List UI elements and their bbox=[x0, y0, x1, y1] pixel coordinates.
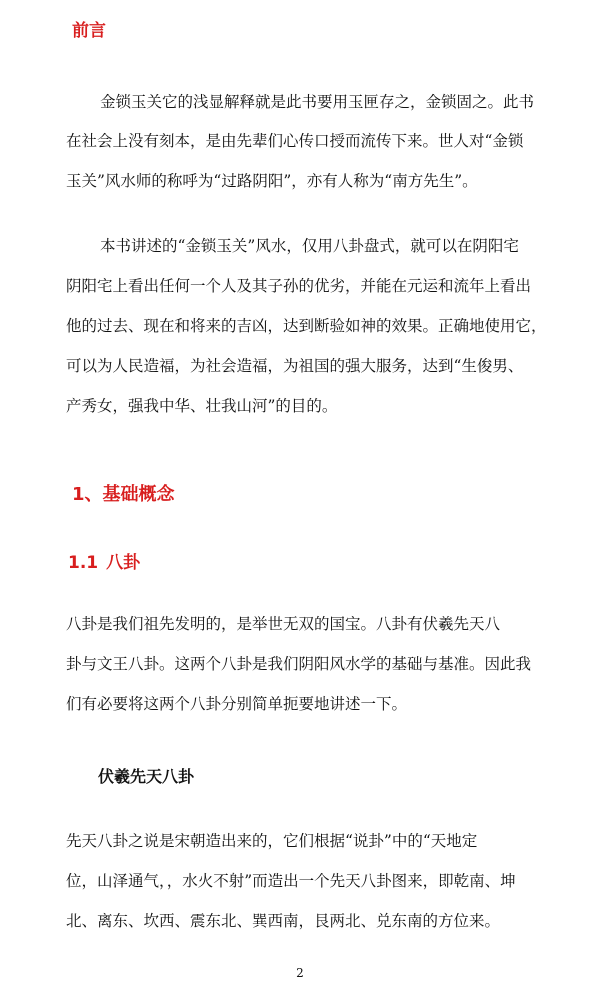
bagua-line-1: 八卦是我们祖先发明的，是举世无双的国宝。八卦有伏羲先天八 bbox=[66, 615, 501, 633]
subsection-1-1-heading bbox=[68, 548, 140, 573]
fuxi-line-2: 位，山泽通气，，水火不射”而造出一个先天八卦图来，即乾南、坤 bbox=[66, 872, 516, 890]
preface-p1-line-1: 金锁玉关它的浅显解释就是此书要用玉匣存之，金锁固之。此书 bbox=[100, 93, 535, 111]
bagua-line-3: 们有必要将这两个八卦分别简单扼要地讲述一下。 bbox=[66, 695, 408, 713]
preface-p2-line-5: 产秀女，强我中华、壮我山河”的目的。 bbox=[66, 397, 338, 415]
preface-p2-line-2: 阴阳宅上看出任何一个人及其子孙的优劣，并能在元运和流年上看出 bbox=[66, 277, 532, 295]
fuxi-line-1: 先天八卦之说是宋朝造出来的，它们根据“说卦”中的“天地定 bbox=[66, 832, 478, 850]
fuxi-line-3: 北、离东、坎西、震东北、巽西南，艮两北、兑东南的方位来。 bbox=[66, 912, 501, 930]
fuxi-heading: 伏羲先天八卦 bbox=[98, 767, 195, 786]
preface-p2-line-1: 本书讲述的“金锁玉关”风水，仅用八卦盘式，就可以在阴阳宅 bbox=[100, 237, 519, 255]
bagua-line-2: 卦与文王八卦。这两个八卦是我们阴阳风水学的基础与基准。因此我 bbox=[66, 655, 532, 673]
section-1-heading: 1、基础概念 bbox=[72, 484, 175, 505]
subsection-title: 八卦 bbox=[106, 553, 141, 573]
preface-p2-line-4: 可以为人民造福，为社会造福，为祖国的强大服务，达到“生俊男、 bbox=[66, 357, 524, 375]
preface-heading: 前言 bbox=[72, 21, 106, 41]
preface-p2-line-3: 他的过去、现在和将来的吉凶，达到断验如神的效果。正确地使用它， bbox=[66, 317, 547, 335]
preface-p1-line-3: 玉关”风水师的称呼为“过路阴阳”，亦有人称为“南方先生”。 bbox=[66, 172, 478, 190]
subsection-number: 1.1 bbox=[68, 553, 99, 573]
page-number: 2 bbox=[296, 966, 304, 980]
preface-p1-line-2: 在社会上没有刻本，是由先辈们心传口授而流传下来。世人对“金锁 bbox=[66, 132, 524, 150]
